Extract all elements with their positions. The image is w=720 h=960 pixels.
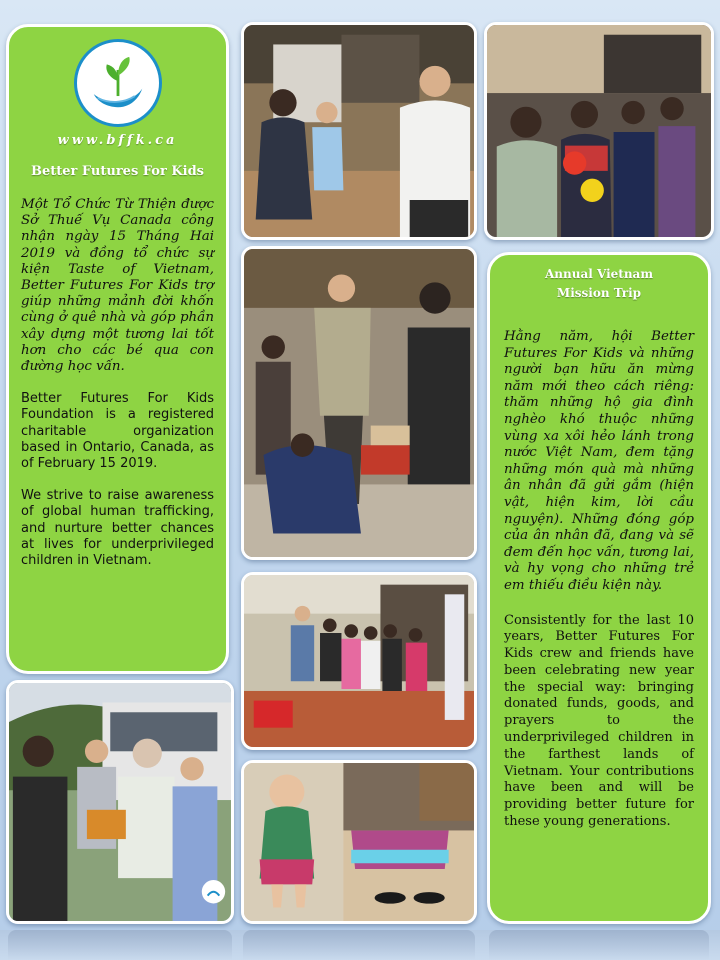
photo-girls-balloons	[484, 22, 714, 240]
photo-gift-distribution	[241, 246, 477, 560]
mission-title-line-1: Annual Vietnam	[544, 267, 654, 281]
photo-van-unloading	[6, 680, 234, 924]
left-english-paragraph-2: We strive to raise awareness of global human trafficking, and nurture better chances at lives for underprivileged children in Vietnam.	[21, 488, 214, 569]
sprout-hands-icon	[77, 42, 159, 124]
bffk-logo	[74, 39, 162, 127]
org-title: Better Futures For Kids	[31, 164, 204, 179]
mission-title-line-2: Mission Trip	[556, 286, 642, 300]
right-info-panel	[487, 252, 711, 924]
reflection-right	[489, 930, 709, 960]
photo-family-visit	[241, 22, 477, 240]
mission-trip-title	[504, 265, 694, 303]
photo-toddler	[241, 760, 477, 924]
photo-school-group	[241, 572, 477, 750]
right-english-paragraph: Consistently for the last 10 years, Better Futures For Kids crew and friends have been celebrating new year the special way: bringing donated funds, goods, and prayers to the underprivileged children in the farthest lands of Vietnam. Your contributions have been and will be providing better future for these young generations.	[504, 612, 694, 830]
website-url[interactable]: www.bffk.ca	[57, 133, 178, 148]
reflection-left	[8, 930, 232, 960]
right-vietnamese-paragraph: Hằng năm, hội Better Futures For Kids và những người bạn hữu ăn mừng năm mới theo cách riêng: thăm những hộ gia đình nghèo khó thuộc những vùng xa xôi hẻo lánh trong nước Việt Nam, đem tặng những món quà mà những ân nhân đã gửi gắm (hiện vật, hiện kim, lời cầu nguyện). Những đóng góp của ân nhân đã, đang và sẽ đem đến học vấn, tương lai, và hy vọng cho những trẻ em thiếu điều kiện này.	[504, 329, 694, 593]
reflection-center	[243, 930, 475, 960]
left-info-panel	[6, 24, 229, 674]
left-english-paragraph-1: Better Futures For Kids Foundation is a registered charitable organization based in Ontario, Canada, as of February 15 2019.	[21, 391, 214, 472]
left-vietnamese-paragraph: Một Tổ Chức Từ Thiện được Sở Thuế Vụ Canada công nhận ngày 15 Tháng Hai 2019 và đồng tổ chức sự kiện Taste of Vietnam, Better Futures For Kids trợ giúp những mảnh đời khốn cùng ở quê nhà và góp phần xây dựng một tương lai tốt hơn cho các bé qua con đường học vấn.	[21, 197, 214, 375]
